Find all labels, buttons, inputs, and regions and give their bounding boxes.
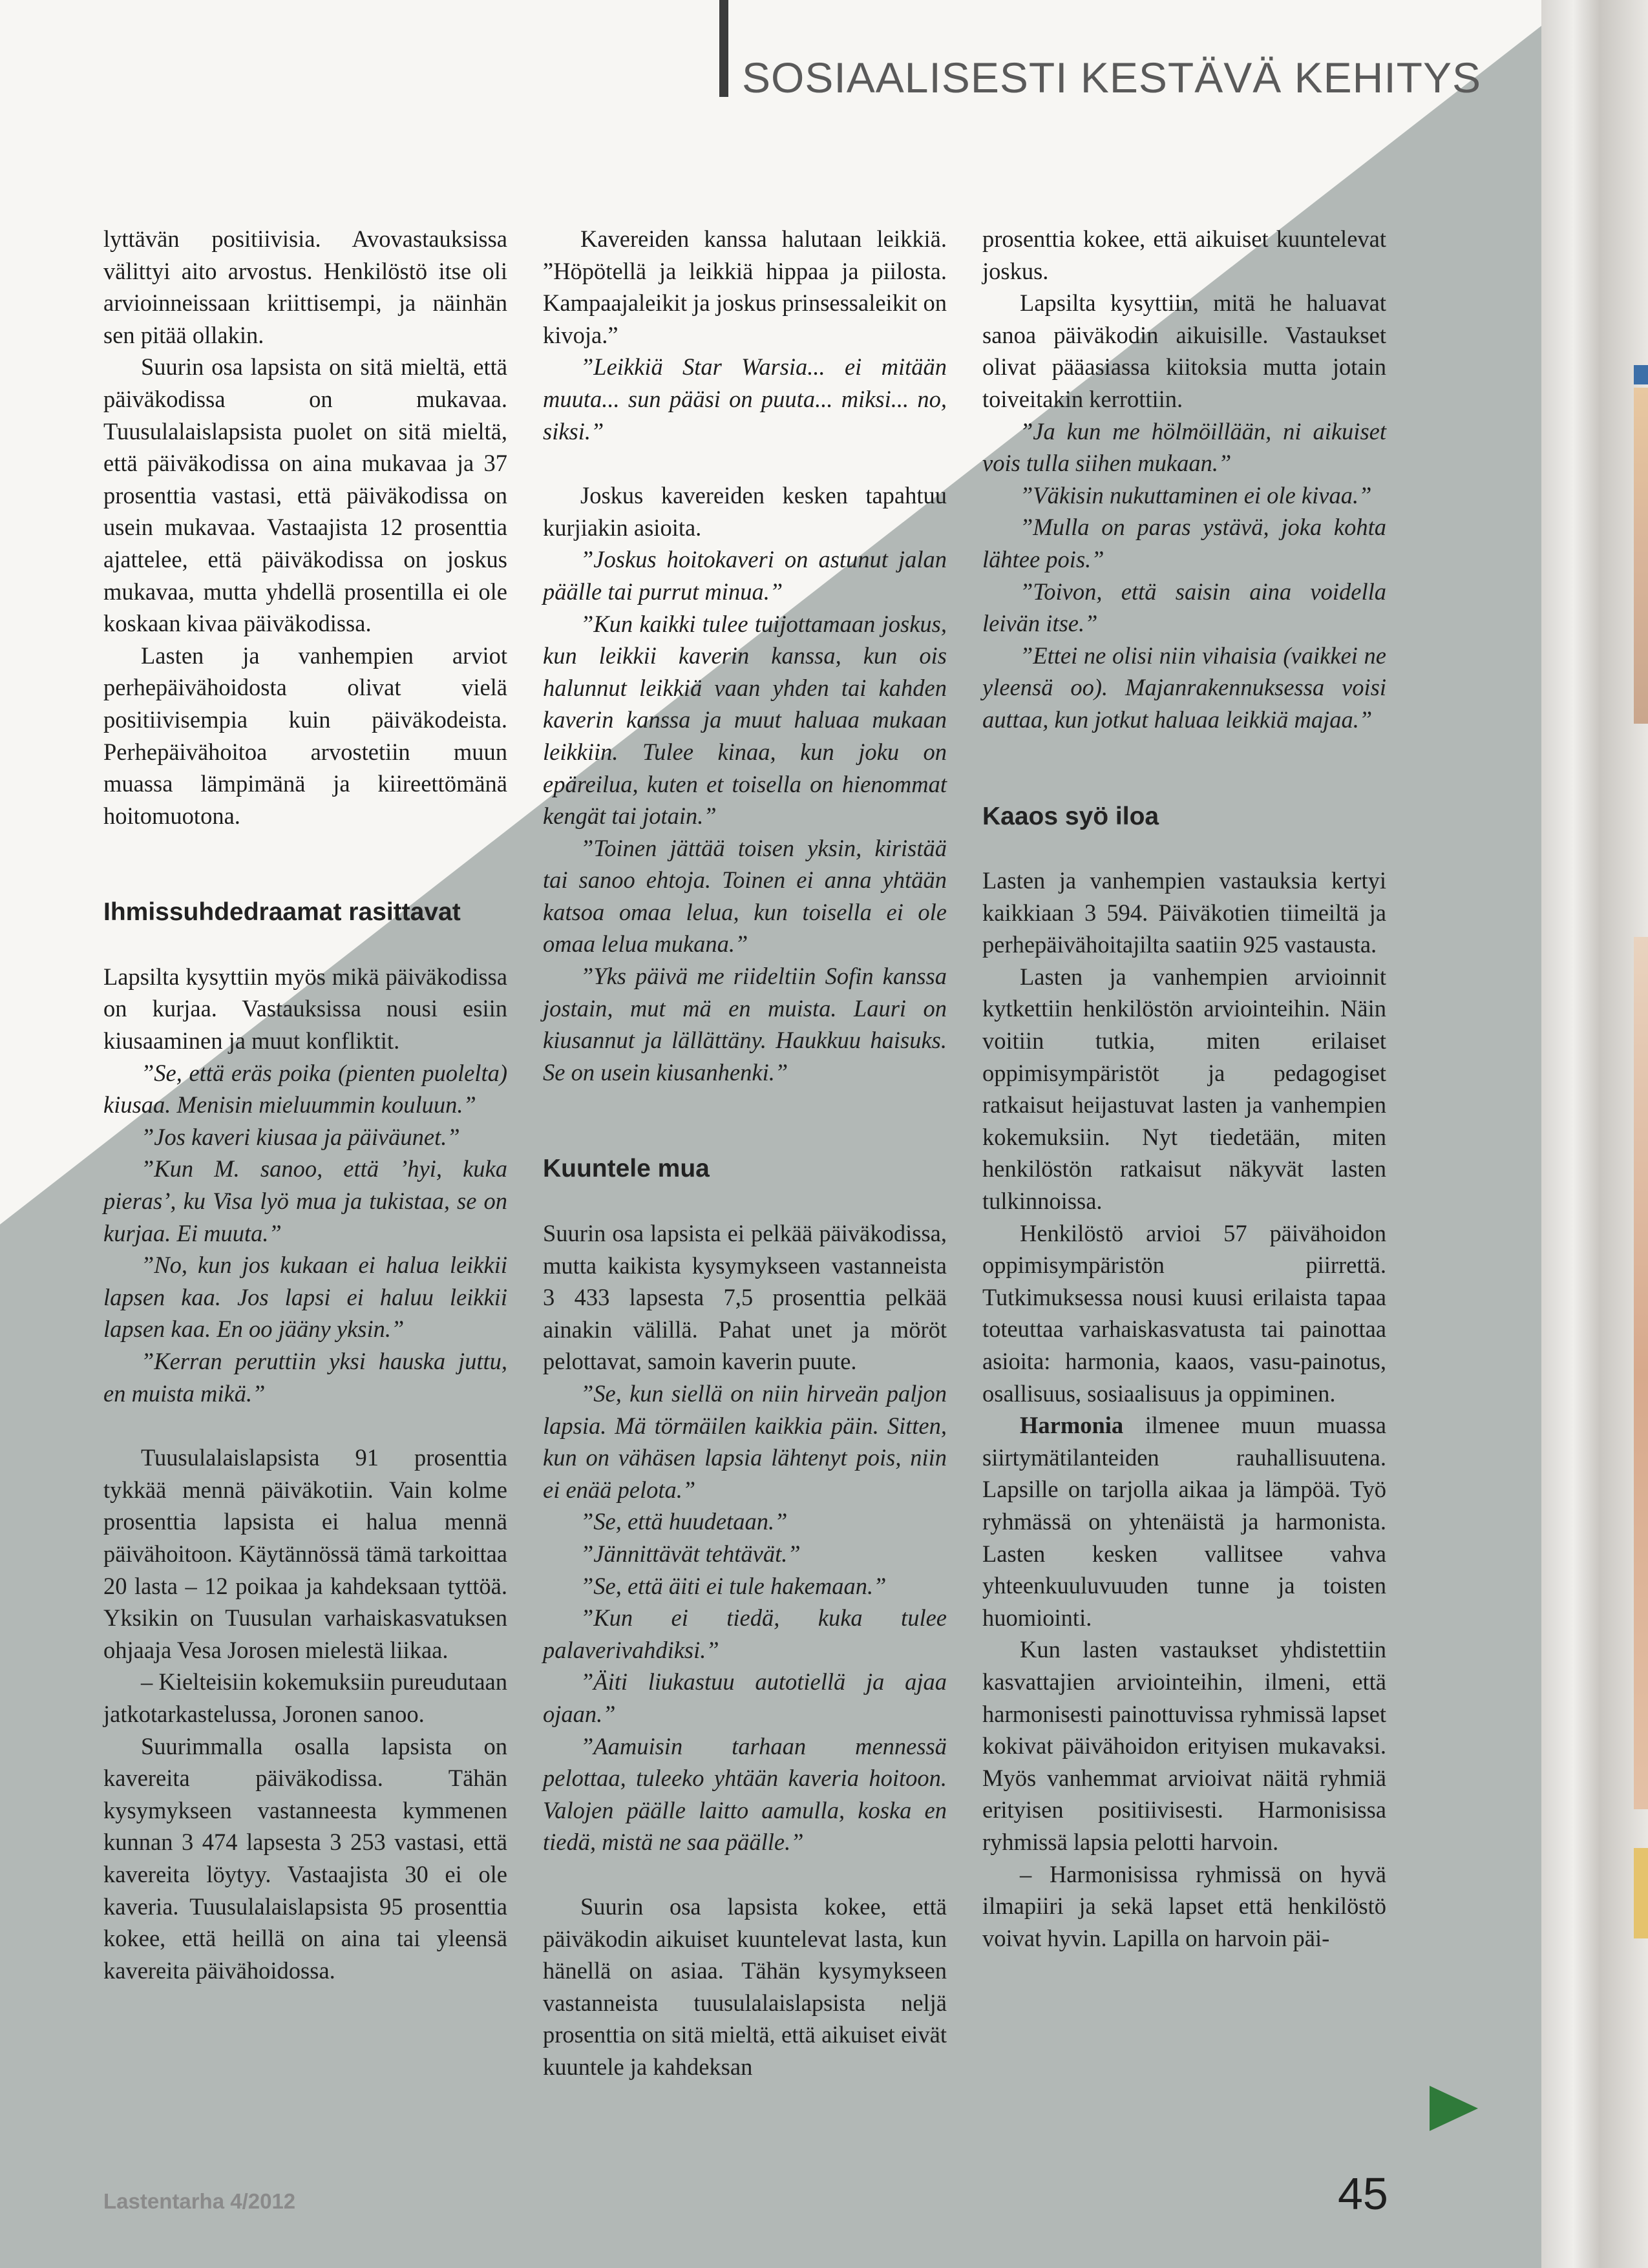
body-paragraph: Suurin osa lapsista on sitä mieltä, että päiväkodissa on mukavaa. Tuusulalaislapsista puolet on sitä mieltä, että päiväkodissa on aina mukavaa ja 37 prosenttia vastasi, että päiväkodissa on usein mukavaa. Vastaajista 12 prosenttia ajattelee, että päiväkodissa on joskus mukavaa, mutta yhdellä prosentilla ei ole koskaan kivaa päiväkodissa. — [103, 353, 507, 637]
section-title: SOSIAALISESTI KESTÄVÄ KEHITYS — [742, 54, 1482, 101]
quote-paragraph: ”Äiti liukastuu autotiellä ja ajaa ojaan.” — [543, 1668, 947, 1727]
quote-paragraph: ”Se, että huudetaan.” — [580, 1508, 788, 1535]
binding-gutter — [1541, 0, 1648, 2268]
quote-paragraph: ”Väkisin nukuttaminen ei ole kivaa.” — [1020, 481, 1372, 509]
body-paragraph: – Kielteisiin kokemuksiin pureudutaan jatkotarkastelussa, Joronen sanoo. — [103, 1668, 507, 1727]
body-paragraph: Suurin osa lapsista kokee, että päiväkodin aikuiset kuuntelevat lasta, kun hänellä on asiaa. Tähän kysymykseen vastanneista tuusulalaislapsista neljä prosenttia on sitä mieltä, että aikuiset eivät kuuntele ja kahdeksan — [543, 1893, 947, 2080]
body-paragraph: Lasten ja vanhempien arviot perhepäivähoidosta olivat vielä positiivisempia kuin päiväkodeista. Perhepäivähoitoa arvostetiin muun muassa lämpimänä ja kiireettömänä hoitomuotona. — [103, 642, 507, 829]
quote-paragraph: ”Kun kaikki tulee tuijottamaan joskus, kun leikkii kaverin kanssa, kun ois halunnut leikkiä vaan yhden tai kahden kaverin kanssa ja muut haluaa mukaan leikkiin. Tulee kinaa, kun joku on epäreilua, kuten et toisella on hienommat kengät tai jotain.” — [543, 610, 947, 830]
quote-paragraph: ”Kun ei tiedä, kuka tulee palaverivahdiksi.” — [543, 1604, 947, 1663]
body-paragraph: Lapsilta kysyttiin, mitä he haluavat sanoa päiväkodin aikuisille. Vastaukset olivat pääasiassa kiitoksia mutta jotain toiveitakin kerrottiin. — [982, 289, 1386, 412]
quote-paragraph: ”Kun M. sanoo, että ’hyi, kuka pieras’, ku Visa lyö mua ja tukistaa, se on kurjaa. Ei muuta.” — [103, 1155, 507, 1246]
body-paragraph: Lasten ja vanhempien vastauksia kertyi kaikkiaan 3 594. Päiväkotien tiimeiltä ja perhepäivähoitajilta saatiin 925 vastausta. — [982, 867, 1386, 958]
body-paragraph: – Harmonisissa ryhmissä on hyvä ilmapiiri ja sekä lapset että henkilöstö voivat hyvin. Lapilla on harvoin päi- — [982, 1860, 1386, 1951]
bold-term: Harmonia — [1020, 1412, 1124, 1439]
body-paragraph: Henkilöstö arvioi 57 päivähoidon oppimisympäristön piirrettä. Tutkimuksessa nousi kuusi erilaista tapaa toteuttaa varhaiskasvatusta tai painottaa asioita: harmonia, kaaos, vasu-painotus, osallisuus, sosiaalisuus ja oppiminen. — [982, 1219, 1386, 1407]
quote-paragraph: ”Kerran peruttiin yksi hauska juttu, en muista mikä.” — [103, 1348, 507, 1407]
quote-paragraph: ”Se, kun siellä on niin hirveän paljon lapsia. Mä törmäilen kaikkia päin. Sitten, kun on vähäsen lapsia lähtenyt pois, niin ei enää pelota.” — [543, 1380, 947, 1503]
quote-paragraph: ”Leikkiä Star Warsia... ei mitään muuta... sun pääsi on puuta... miksi... no, siksi.” — [543, 353, 947, 445]
quote-paragraph: ”Jännittävät tehtävät.” — [580, 1540, 801, 1567]
triangle-right-icon[interactable] — [1430, 2086, 1478, 2131]
body-paragraph: Suurin osa lapsista ei pelkää päiväkodissa, mutta kaikista kysymykseen vastanneista 3 433 lapsesta 7,5 prosenttia pelkää ainakin välillä. Pahat unet ja möröt pelottavat, samoin kaverin puute. — [543, 1220, 947, 1375]
body-paragraph: Suurimmalla osalla lapsista on kavereita päiväkodissa. Tähän kysymykseen vastanneesta kymmenen kunnan 3 474 lapsesta 3 253 vastasi, että kavereita löytyy. Vastaajista 30 ei ole kaveria. Tuusulalaislapsista 95 prosenttia kokee, että heillä on aina tai yleensä kavereita päivähoidossa. — [103, 1732, 507, 1984]
page-number: 45 — [1338, 2168, 1388, 2219]
body-paragraph: Kavereiden kanssa halutaan leikkiä. ”Höpötellä ja leikkiä hippaa ja piilosta. Kampaajaleikit ja joskus prinsessaleikit on kivoja.” — [543, 226, 947, 348]
quote-paragraph: ”Yks päivä me riideltiin Sofin kanssa jostain, mut mä en muista. Lauri on kiusannut ja lällättäny. Haukkuu haisuks. Se on usein kiusanhenki.” — [543, 963, 947, 1086]
quote-paragraph: ”Jos kaveri kiusaa ja päiväunet.” — [141, 1123, 460, 1150]
text-column-2 — [543, 223, 947, 2083]
quote-paragraph: ”Joskus hoitokaveri on astunut jalan päälle tai purrut minua.” — [543, 546, 947, 605]
edge-tab-photo-2 — [1634, 937, 1648, 1809]
edge-tab-yellow — [1634, 1848, 1648, 1938]
header-rule — [719, 0, 728, 97]
edge-tab-blue — [1634, 365, 1648, 384]
subheading: Ihmissuhdedraamat rasittavat — [103, 898, 461, 927]
edge-tab-photo — [1634, 388, 1648, 724]
body-paragraph: lyttävän positiivisia. Avovastauksissa välittyi aito arvostus. Henkilöstö itse oli arvioinneissaan kriittisempi, ja näinhän sen pitää ollakin. — [103, 226, 507, 348]
body-paragraph — [982, 1409, 1386, 1633]
body-paragraph: prosenttia kokee, että aikuiset kuuntelevat joskus. — [982, 226, 1386, 284]
subheading: Kaaos syö iloa — [982, 802, 1159, 830]
body-paragraph: Lasten ja vanhempien arvioinnit kytkettiin henkilöstön arviointeihin. Näin voitiin tutkia, miten erilaiset oppimisympäristöt ja pedagogiset ratkaisut heijastuvat lasten ja vanhempien kokemuksiin. Nyt tiedetään, miten henkilöstön ratkaisut näkyvät lasten tulkinnoissa. — [982, 963, 1386, 1215]
quote-paragraph: ”Aamuisin tarhaan mennessä pelottaa, tuleeko yhtään kaveria hoitoon. Valojen päälle laitto aamulla, koska en tiedä, mistä ne saa päälle.” — [543, 1732, 947, 1856]
quote-paragraph: ”Se, että äiti ei tule hakemaan.” — [580, 1572, 887, 1599]
quote-paragraph: ”Se, että eräs poika (pienten puolelta) kiusaa. Menisin mieluummin kouluun.” — [103, 1059, 507, 1118]
text-column-1 — [103, 223, 507, 1986]
paragraph-text: ilmenee muun muassa siirtymätilanteiden rauhallisuutena. Lapsille on tarjolla aikaa ja lämpöä. Työ ryhmässä on yhtenäistä ja harmonista. Lasten kesken vallitsee vahva yhteenkuuluvuuden tunne ja toisten huomiointi. — [982, 1412, 1386, 1631]
subheading: Kuuntele mua — [543, 1155, 710, 1183]
body-paragraph: Joskus kavereiden kesken tapahtuu kurjiakin asioita. — [543, 482, 947, 541]
quote-paragraph: ”Ettei ne olisi niin vihaisia (vaikkei ne yleensä oo). Majanrakennuksessa voisi auttaa, kun jotkut haluaa leikkiä majaa.” — [982, 642, 1386, 733]
next-page-arrow — [1430, 2086, 1478, 2131]
magazine-issue: Lastentarha 4/2012 — [103, 2189, 296, 2213]
quote-paragraph: ”Ja kun me hölmöillään, ni aikuiset vois tulla siihen mukaan.” — [982, 417, 1386, 477]
body-paragraph: Kun lasten vastaukset yhdistettiin kasvattajien arviointeihin, ilmeni, että harmonisesti painottuvissa ryhmissä lapset kokivat päivähoidon erityisen mukavaksi. Myös vanhemmat arvioivat näitä ryhmiä erityisen positiivisesti. Harmonisissa ryhmissä lapsia pelotti harvoin. — [982, 1636, 1386, 1855]
quote-paragraph: ”Toinen jättää toisen yksin, kiristää tai sanoo ehtoja. Toinen ei anna yhtään katsoa omaa lelua, kun toisella ei ole omaa lelua mukana.” — [543, 834, 947, 958]
quote-paragraph: ”Mulla on paras ystävä, joka kohta lähtee pois.” — [982, 514, 1386, 572]
quote-paragraph: ”No, kun jos kukaan ei halua leikkii lapsen kaa. Jos lapsi ei haluu leikkii lapsen kaa. En oo jääny yksin.” — [103, 1252, 507, 1343]
quote-paragraph: ”Toivon, että saisin aina voidella leivän itse.” — [982, 578, 1386, 637]
body-paragraph: Lapsilta kysyttiin myös mikä päiväkodissa on kurjaa. Vastauksissa nousi esiin kiusaaminen ja muut konfliktit. — [103, 963, 507, 1055]
body-paragraph: Tuusulalaislapsista 91 prosenttia tykkää mennä päiväkotiin. Vain kolme prosenttia lapsista ei halua mennä päivähoitoon. Käytännössä tämä tarkoittaa 20 lasta – 12 poikaa ja kahdeksaan tyttöä. Yksikin on Tuusulan varhaiskasvatuksen ohjaaja Vesa Jorosen mielestä liikaa. — [103, 1444, 507, 1663]
text-column-3 — [982, 223, 1386, 1954]
